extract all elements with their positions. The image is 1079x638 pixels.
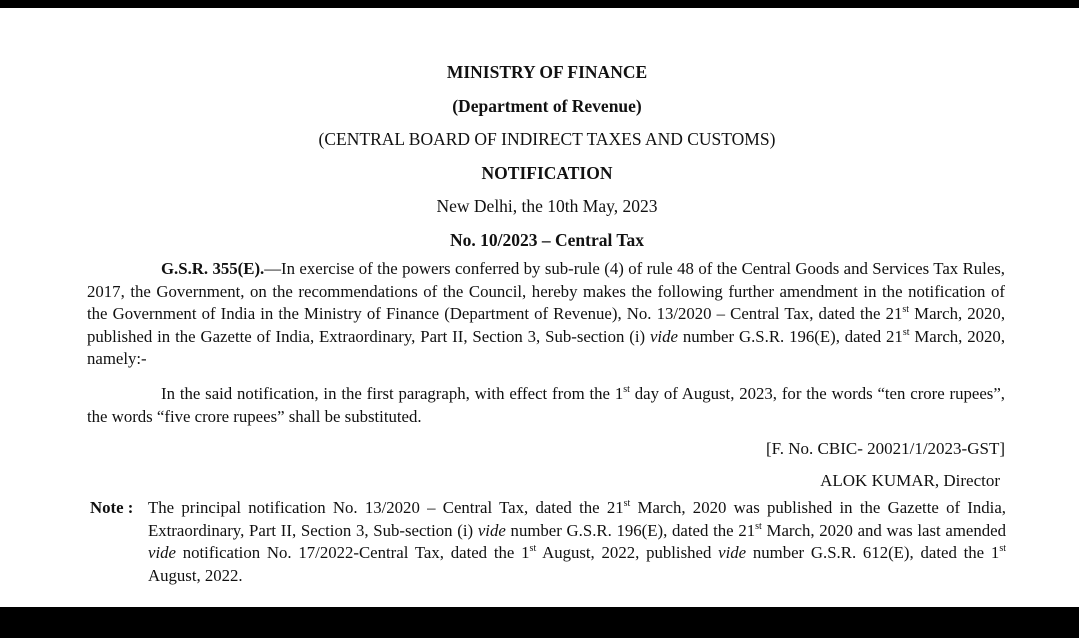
file-number: [F. No. CBIC- 20021/1/2023-GST] — [765, 439, 1005, 458]
gsr-number: G.S.R. 355(E). — [161, 259, 265, 278]
department-heading: (Department of Revenue) — [452, 96, 642, 116]
signatory: ALOK KUMAR, Director — [820, 471, 1000, 490]
notification-heading: NOTIFICATION — [481, 163, 613, 183]
note-section — [90, 497, 1006, 587]
document-page — [0, 8, 1079, 607]
note-text: The principal notification No. 13/2020 – Central Tax, dated the 21st March, 2020 was published in the Gazette of India, Extraordinary, Part II, Section 3, Sub-section (i) vide number G.S.R. 196(E), dated the 21st March, 2020 and was last amended vide notification No. 17/2022-Central Tax, dated the 1st August, 2022, published vide number G.S.R. 612(E), dated the 1st August, 2022. — [148, 498, 1006, 585]
notification-number: No. 10/2023 – Central Tax — [450, 230, 644, 250]
ministry-heading: MINISTRY OF FINANCE — [446, 62, 648, 82]
paragraph-preamble: G.S.R. 355(E).—In exercise of the powers conferred by sub-rule (4) of rule 48 of the Central Goods and Services Tax Rules, 2017, the Government, on the recommendations of the Council, hereby makes the following further amendment in the notification of the Government of India in the Ministry of Finance (Department of Revenue), No. 13/2020 – Central Tax, dated the 21st March, 2020, published in the Gazette of India, Extraordinary, Part II, Section 3, Sub-section (i) vide number G.S.R. 196(E), dated 21st March, 2020, namely:- — [87, 259, 1006, 369]
paragraph-amendment: In the said notification, in the first paragraph, with effect from the 1st day of August, 2023, for the words “ten crore rupees”, the words “five crore rupees” shall be substituted. — [87, 384, 1005, 426]
note-label: Note : — [90, 498, 134, 517]
place-date: New Delhi, the 10th May, 2023 — [436, 196, 658, 216]
board-heading: (CENTRAL BOARD OF INDIRECT TAXES AND CUSTOMS) — [318, 129, 776, 149]
